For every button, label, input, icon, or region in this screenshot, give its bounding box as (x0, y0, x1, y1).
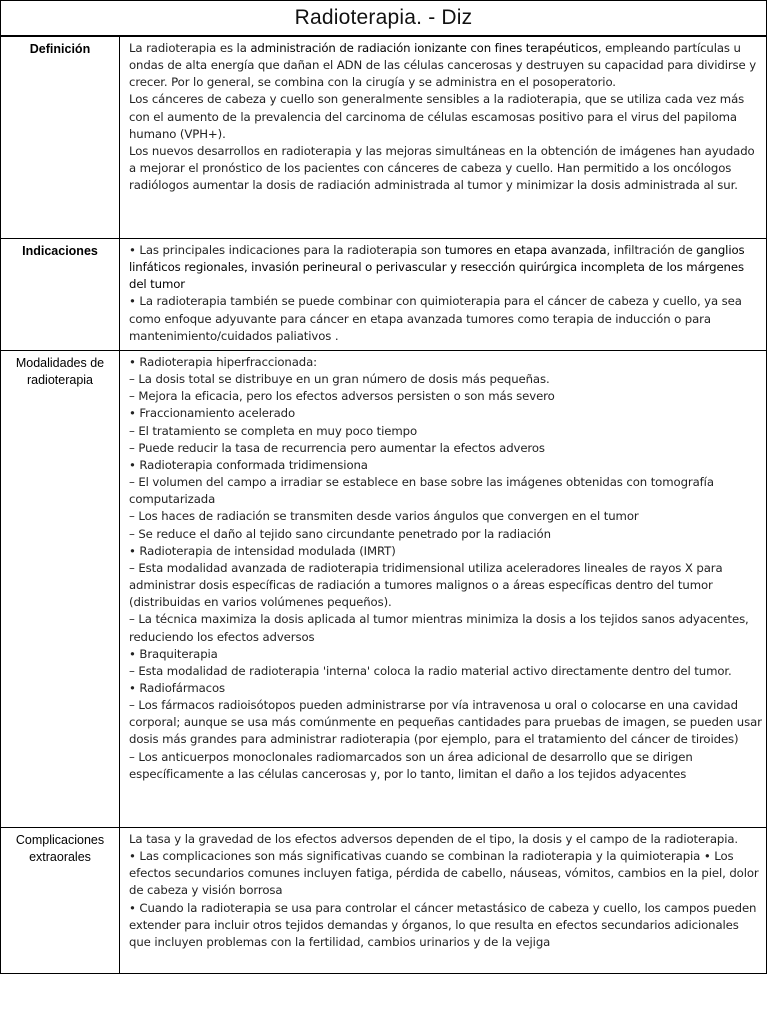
modalidades-line: • Fraccionamiento acelerado (129, 406, 295, 421)
modalidades-line: – El tratamiento se completa en muy poco tiempo (129, 423, 418, 438)
label-complicaciones: Complicaciones extraorales (1, 828, 120, 974)
indicaciones-text: • Las principales indicaciones para la radioterapia son (129, 243, 445, 257)
label-modalidades: Modalidades de radioterapia (1, 351, 120, 828)
modalidades-line: – Se reduce el daño al tejido sano circundante penetrado por la radiación (129, 526, 551, 541)
definicion-text: La radioterapia es la (129, 41, 251, 55)
content-modalidades (120, 351, 767, 828)
modalidades-line: • Braquiterapia (129, 646, 218, 661)
content-complicaciones (120, 828, 767, 974)
row-complicaciones (1, 828, 767, 974)
complicaciones-line: La tasa y la gravedad de los efectos adversos dependen de el tipo, la dosis y el campo de la radioterapia. (129, 832, 739, 846)
indicaciones-paragraph-1 (129, 242, 764, 293)
label-indicaciones: Indicaciones (1, 239, 120, 351)
row-indicaciones (1, 239, 767, 351)
definicion-text-cont: , empleando partículas u ondas de alta energía que dañan el ADN de las células cancerosas y destruyen su capacidad para dividirse y crecer. Por lo general, se combina con la cirugía y se administra en el posoperatorio. (129, 41, 757, 90)
definicion-paragraph-3: Los nuevos desarrollos en radioterapia y las mejoras simultáneas en la obtención de imágenes han ayudado a mejorar el pronóstico de los pacientes con cánceres de cabeza y cuello. Han permitido a los oncólogos radiólogos aumentar la dosis de radiación administrada al tumor y minimizar la dosis administrada al sur. (129, 143, 755, 193)
modalidades-line: • Radioterapia de intensidad modulada (IMRT) (129, 543, 396, 558)
row-modalidades (1, 351, 767, 828)
definicion-paragraph-2: Los cánceres de cabeza y cuello son generalmente sensibles a la radioterapia, que se utiliza cada vez más con el aumento de la prevalencia del carcinoma de células escamosas positivo para el virus del papiloma humano (VPH+). (129, 92, 745, 141)
modalidades-line: – Los anticuerpos monoclonales radiomarcados son un área adicional de desarrollo que se dirigen específicamente a las células cancerosas y, por lo tanto, limitan el daño a los tejidos adyacentes (129, 749, 693, 781)
content-table (0, 36, 767, 974)
complicaciones-line: • Las complicaciones son más significativas cuando se combinan la radioterapia y la quimioterapia • Los efectos secundarios comunes incluyen fatiga, pérdida de cabello, náuseas, vómitos, cambios en la piel, dolor de cabeza y visión borrosa (129, 849, 759, 898)
modalidades-line: – Los haces de radiación se transmiten desde varios ángulos que convergen en el tumor (129, 509, 639, 524)
label-definicion: Definición (1, 37, 120, 239)
modalidades-line: – La dosis total se distribuye en un gran número de dosis más pequeñas. (129, 372, 550, 387)
modalidades-line: – Puede reducir la tasa de recurrencia pero aumentar la efectos adveros (129, 440, 545, 455)
indicaciones-highlight-2: ganglios linfáticos regionales, invasión perineural o perivascular y resección quirúrgica incompleta de los márgenes del tumor (129, 243, 745, 292)
indicaciones-highlight-1: tumores en etapa avanzada (444, 243, 607, 257)
indicaciones-paragraph-2: • La radioterapia también se puede combinar con quimioterapia para el cáncer de cabeza y cuello, ya sea como enfoque adyuvante para cáncer en etapa avanzada tumores como terapia de inducción o para mantenimiento/cuidados paliativos . (129, 294, 742, 343)
content-indicaciones (120, 239, 767, 351)
row-definicion (1, 37, 767, 239)
modalidades-line: • Radioterapia conformada tridimensiona (129, 457, 368, 472)
document-title: Radioterapia. - Diz (0, 0, 767, 36)
indicaciones-text-mid: , infiltración de (606, 243, 697, 257)
content-definicion (120, 37, 767, 239)
modalidades-line: – Los fármacos radioisótopos pueden administrarse por vía intravenosa u oral o colocarse en una cavidad corporal; aunque se usa más comúnmente en pequeñas cantidades para pruebas de imagen, se pueden usar dosis más grandes para administrar radioterapia (por ejemplo, para el tratamiento del cáncer de tiroides) (129, 698, 762, 747)
modalidades-line: – Mejora la eficacia, pero los efectos adversos persisten o son más severo (129, 389, 555, 404)
modalidades-line: • Radioterapia hiperfraccionada: (129, 355, 318, 369)
modalidades-line: – La técnica maximiza la dosis aplicada al tumor mientras minimiza la dosis a los tejidos sanos adyacentes, reduciendo los efectos adversos (129, 612, 749, 644)
complicaciones-line: • Cuando la radioterapia se usa para controlar el cáncer metastásico de cabeza y cuello, los campos pueden extender para incluir otros tejidos demandas y órganos, lo que resulta en efectos secundarios adicionales que incluyen problemas con la fertilidad, cambios urinarios y de la vejiga (129, 900, 757, 949)
modalidades-line: – Esta modalidad de radioterapia 'interna' coloca la radio material activo directamente dentro del tumor. (129, 663, 732, 678)
modalidades-line: – Esta modalidad avanzada de radioterapia tridimensional utiliza aceleradores lineales de rayos X para administrar dosis específicas de radiación a tumores malignos o a áreas específicas dentro del tumor (distribuidas en varios volúmenes pequeños). (129, 560, 723, 610)
modalidades-line: – El volumen del campo a irradiar se establece en base sobre las imágenes obtenidas con tomografía computarizada (129, 475, 714, 507)
modalidades-line: • Radiofármacos (129, 680, 226, 695)
definicion-paragraph-1 (129, 40, 764, 91)
definicion-highlight: administración de radiación ionizante con fines terapéuticos (250, 41, 598, 55)
